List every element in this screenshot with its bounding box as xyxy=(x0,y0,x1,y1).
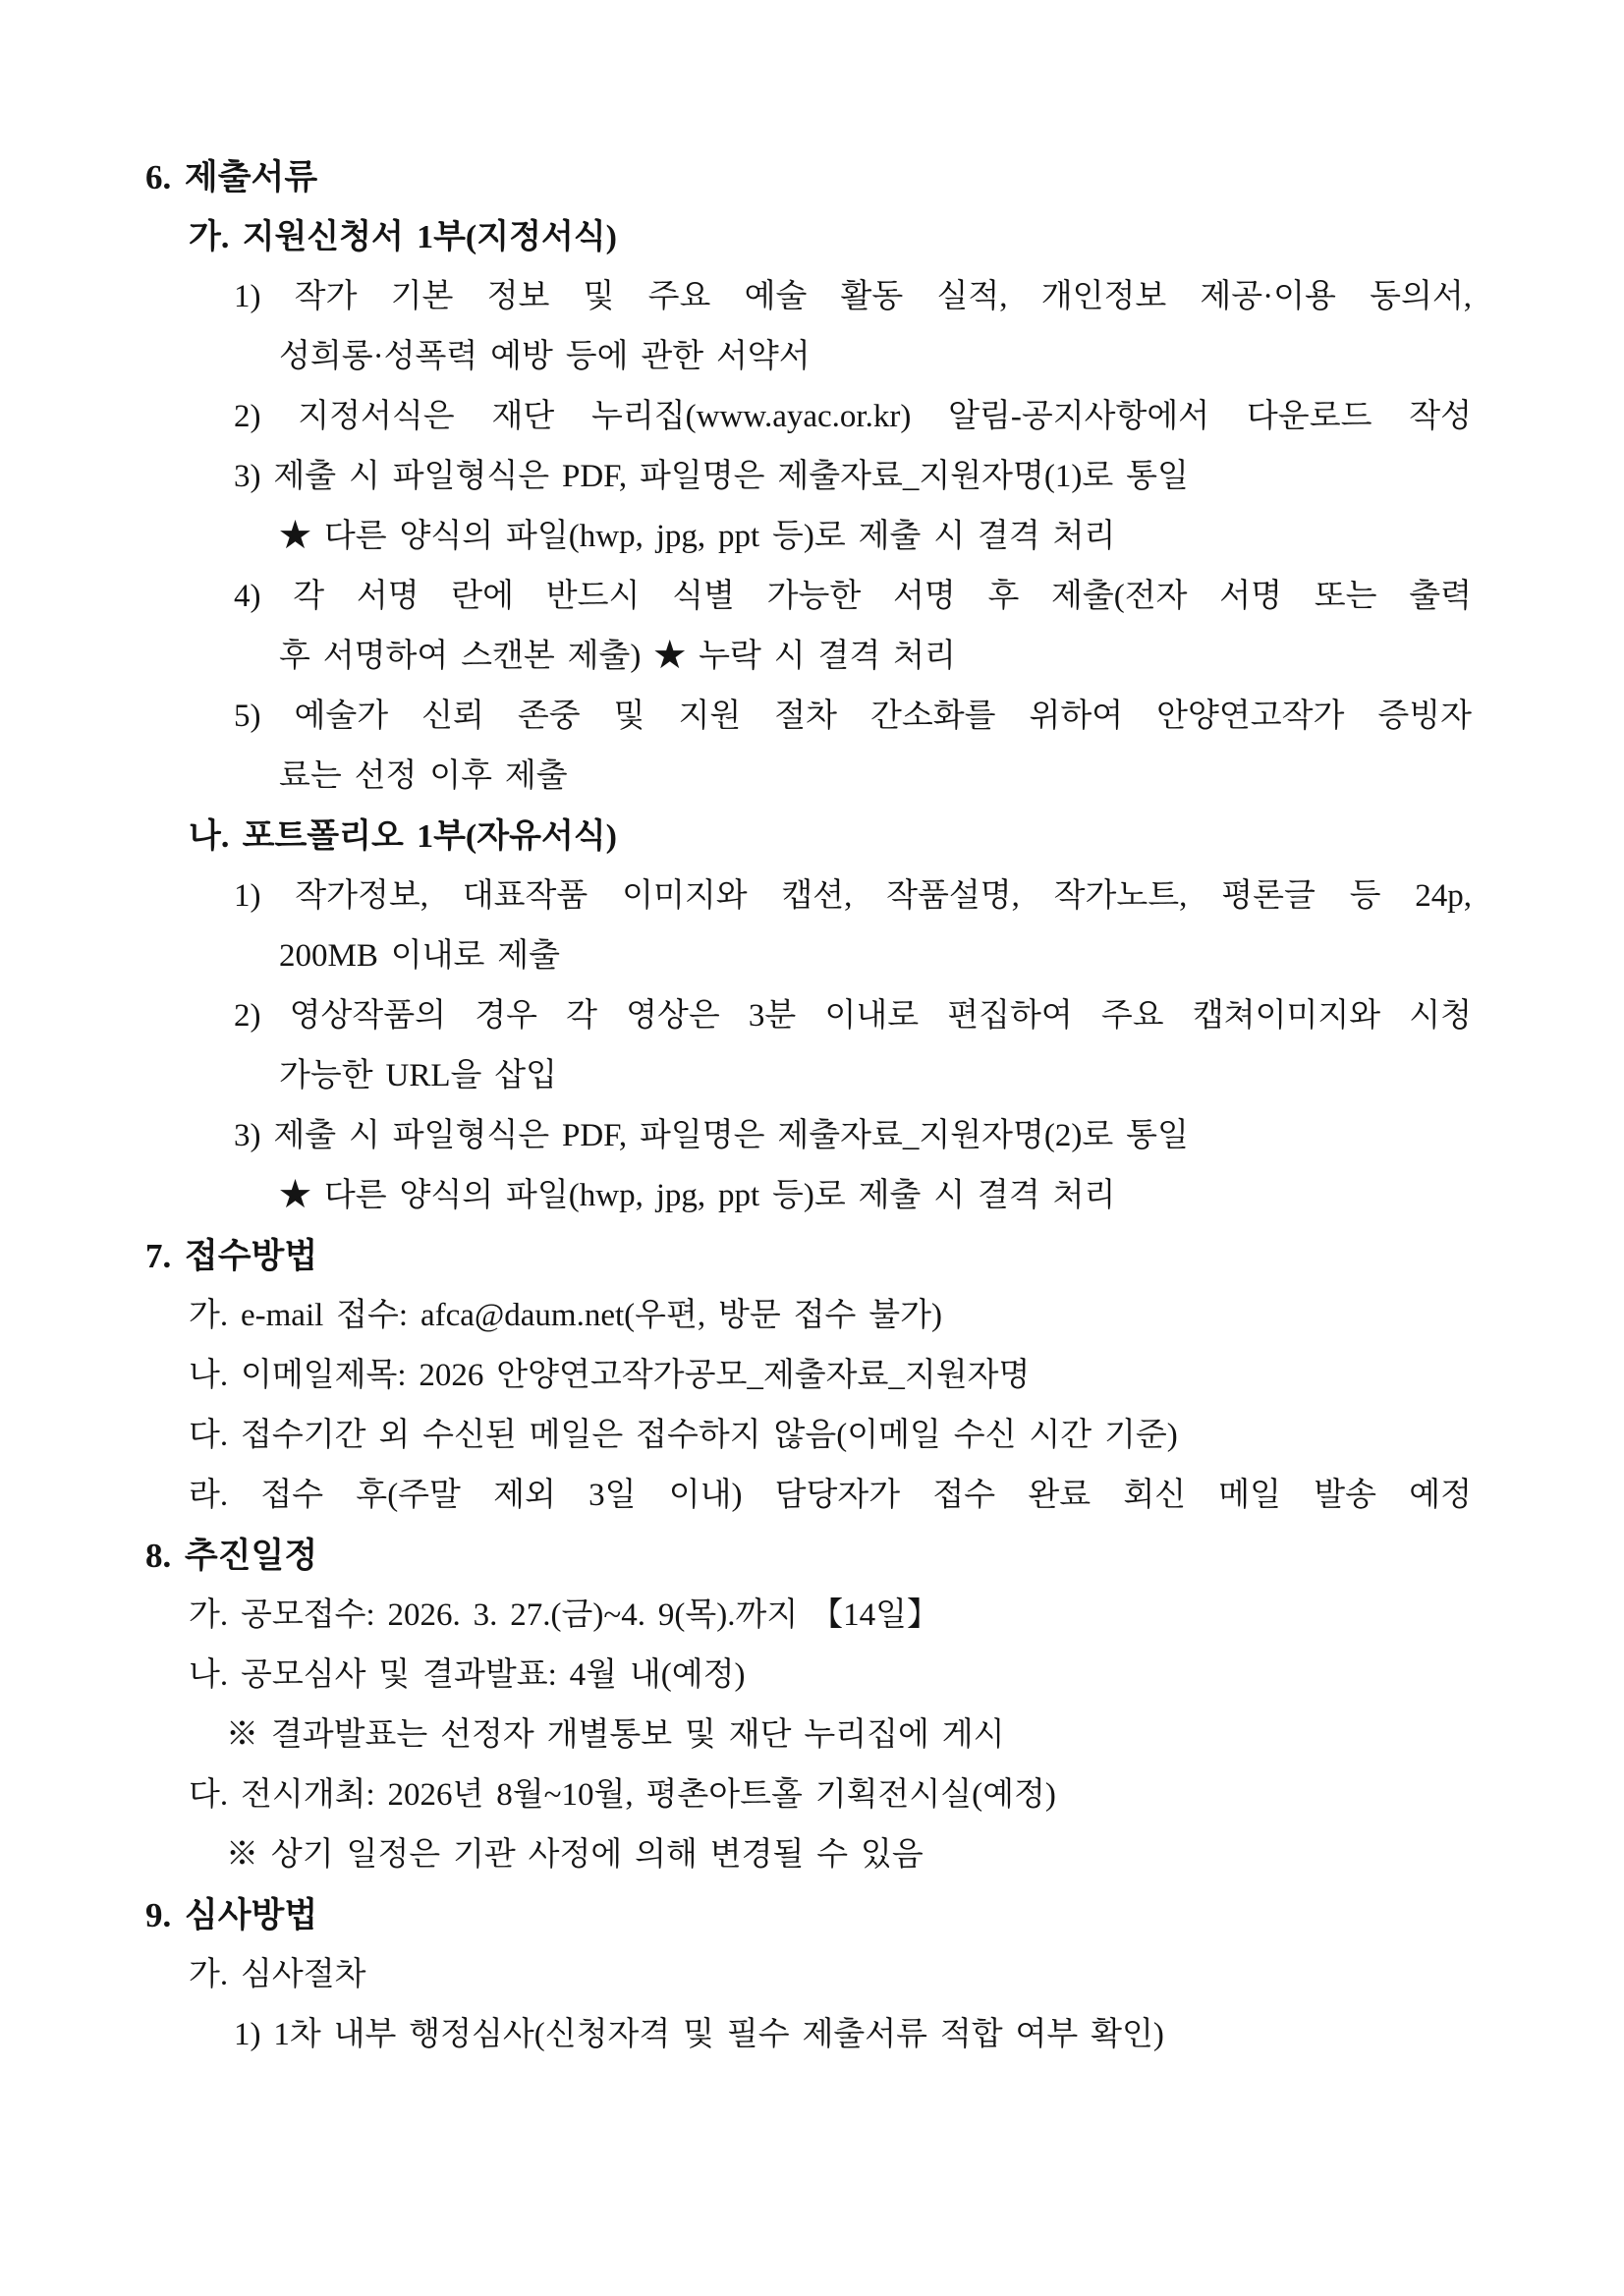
s6-na-heading: 나. 포트폴리오 1부(자유서식) xyxy=(189,818,617,855)
s8-note-schedule: ※ 상기 일정은 기관 사정에 의해 변경될 수 있음 xyxy=(226,1837,924,1873)
s6-na-item2-line2: 가능한 URL을 삽입 xyxy=(279,1058,558,1093)
s6-na-item1-line2: 200MB 이내로 제출 xyxy=(279,938,560,974)
s6-na-item1-line1: 1) 작가정보, 대표작품 이미지와 캡션, 작품설명, 작가노트, 평론글 등 24p, xyxy=(234,878,1472,914)
s6-ga-item3-star-note: ★ 다른 양식의 파일(hwp, jpg, ppt 등)로 제출 시 결격 처리 xyxy=(279,519,1116,554)
section-9-heading: 9. 심사방법 xyxy=(145,1896,318,1934)
section-6-heading: 6. 제출서류 xyxy=(145,158,318,196)
s8-item-na-results: 나. 공모심사 및 결과발표: 4월 내(예정) xyxy=(189,1657,746,1693)
section-8-heading: 8. 추진일정 xyxy=(145,1537,318,1575)
s6-ga-item4-line2: 후 서명하여 스캔본 제출) ★ 누락 시 결격 처리 xyxy=(279,639,956,674)
s6-ga-item5-line2: 료는 선정 이후 제출 xyxy=(279,758,568,794)
s6-ga-item2: 2) 지정서식은 재단 누리집(www.ayac.or.kr) 알림-공지사항에서 다운로드 작성 xyxy=(234,399,1472,434)
s6-ga-item1-line2: 성희롱·성폭력 예방 등에 관한 서약서 xyxy=(279,339,811,374)
s8-item-ga-dates: 가. 공모접수: 2026. 3. 27.(금)~4. 9(목).까지 【14일】 xyxy=(189,1597,939,1633)
s7-item-na-subject: 나. 이메일제목: 2026 안양연고작가공모_제출자료_지원자명 xyxy=(189,1358,1031,1393)
s6-ga-heading: 가. 지원신청서 1부(지정서식) xyxy=(189,219,617,255)
s6-na-item3-star-note: ★ 다른 양식의 파일(hwp, jpg, ppt 등)로 제출 시 결격 처리 xyxy=(279,1178,1116,1213)
s7-item-da-period: 다. 접수기간 외 수신된 메일은 접수하지 않음(이메일 수신 시간 기준) xyxy=(189,1418,1178,1453)
s8-note-results: ※ 결과발표는 선정자 개별통보 및 재단 누리집에 게시 xyxy=(226,1717,1005,1753)
s9-item-ga-sub1: 1) 1차 내부 행정심사(신청자격 및 필수 제출서류 적합 여부 확인) xyxy=(234,2017,1164,2052)
section-7-heading: 7. 접수방법 xyxy=(145,1237,318,1275)
s9-item-ga-procedure: 가. 심사절차 xyxy=(189,1957,366,1992)
s6-ga-item4-line1: 4) 각 서명 란에 반드시 식별 가능한 서명 후 제출(전자 서명 또는 출력 xyxy=(234,579,1472,614)
s6-ga-item3: 3) 제출 시 파일형식은 PDF, 파일명은 제출자료_지원자명(1)로 통일 xyxy=(234,459,1189,494)
s7-item-ra-reply: 라. 접수 후(주말 제외 3일 이내) 담당자가 접수 완료 회신 메일 발송 예정 xyxy=(189,1478,1472,1513)
s8-item-da-exhibition: 다. 전시개최: 2026년 8월~10월, 평촌아트홀 기획전시실(예정) xyxy=(189,1777,1056,1813)
s6-na-item2-line1: 2) 영상작품의 경우 각 영상은 3분 이내로 편집하여 주요 캡쳐이미지와 시청 xyxy=(234,998,1472,1034)
s6-na-item3: 3) 제출 시 파일형식은 PDF, 파일명은 제출자료_지원자명(2)로 통일 xyxy=(234,1118,1189,1153)
s7-item-ga-email: 가. e-mail 접수: afca@daum.net(우편, 방문 접수 불가) xyxy=(189,1298,943,1333)
s6-ga-item1-line1: 1) 작가 기본 정보 및 주요 예술 활동 실적, 개인정보 제공·이용 동의서, xyxy=(234,279,1472,314)
s6-ga-item5-line1: 5) 예술가 신뢰 존중 및 지원 절차 간소화를 위하여 안양연고작가 증빙자 xyxy=(234,699,1472,734)
